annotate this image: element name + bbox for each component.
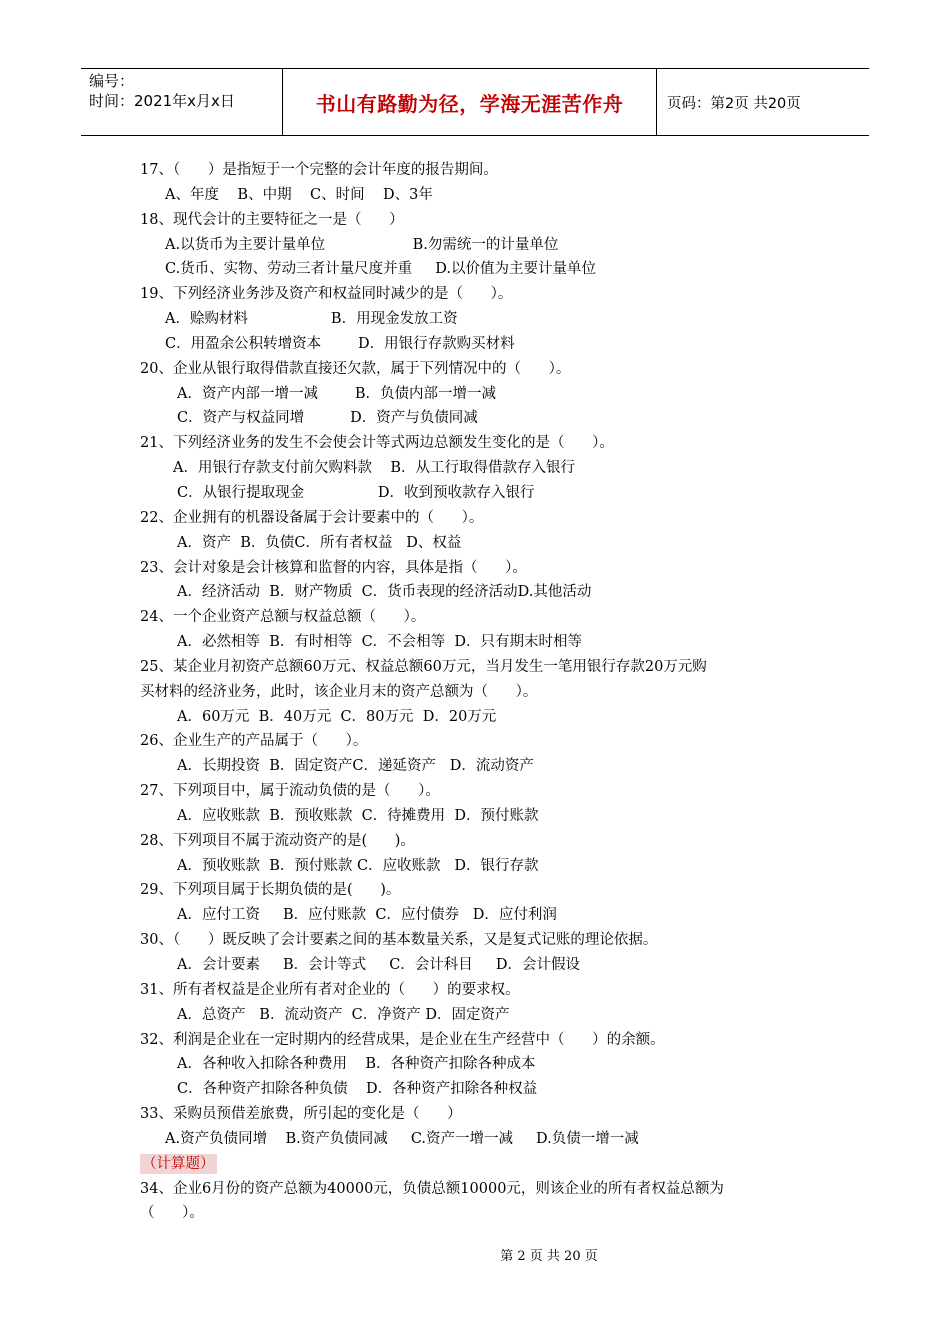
option-line: A．资产内部一增一减 B．负债内部一增一减 [177,385,496,402]
option-line: A．总资产 B．流动资产 C．净资产 D．固定资产 [177,1006,510,1023]
question-line: 22、企业拥有的机器设备属于会计要素中的（ ）。 [140,509,484,526]
question-line: 18、现代会计的主要特征之一是（ ） [140,211,404,228]
option-line: C．各种资产扣除各种负债 D．各种资产扣除各种权益 [177,1081,538,1098]
option-line: A．必然相等 B．有时相等 C．不会相等 D．只有期末时相等 [177,634,582,651]
option-line: A．赊购材料 B．用现金发放工资 [165,311,458,328]
option-line: A．经济活动 B．财产物质 C．货币表现的经济活动D.其他活动 [177,584,592,601]
option-line: A.资产负债同增 B.资产负债同减 C.资产一增一减 D.负债一增一减 [165,1130,639,1147]
question-line: 25、某企业月初资产总额60万元、权益总额60万元，当月发生一笔用银行存款20万元购 [140,658,707,675]
option-line: A．长期投资 B．固定资产C．递延资产 D．流动资产 [177,758,534,775]
question-line: 27、下列项目中，属于流动负债的是（ ）。 [140,783,440,800]
option-line: A、年度 B、中期 C、时间 D、3年 [165,186,433,203]
option-line: A．预收账款 B．预付账款 C．应收账款 D．银行存款 [177,857,539,874]
option-line: C．资产与权益同增 D．资产与负债同减 [177,410,478,427]
question-line: 32、利润是企业在一定时期内的经营成果，是企业在生产经营中（ ）的余额。 [140,1031,665,1048]
header-motto: 书山有路勤为径，学海无涯苦作舟 [283,69,657,135]
page-footer: 第 2 页 共 20 页 [500,1249,598,1264]
question-list [140,158,820,1226]
option-line: A．应付工资 B．应付账款 C．应付债券 D．应付利润 [177,907,557,924]
question-line: 29、下列项目属于长期负债的是( )。 [140,882,401,899]
header-page-label: 页码：第2页 共20页 [667,95,801,112]
question-line: 23、会计对象是会计核算和监督的内容，具体是指（ ）。 [140,559,527,576]
question-line: 19、下列经济业务涉及资产和权益同时减少的是（ ）。 [140,286,513,303]
date-label: 时间：2021年x月x日 [89,92,235,110]
question-line: 21、下列经济业务的发生不会使会计等式两边总额发生变化的是（ ）。 [140,435,614,452]
section-tag: （计算题） [142,1155,215,1172]
code-label: 编号： [89,72,135,90]
header-info [81,69,283,135]
question-line: 34、企业6月份的资产总额为40000元，负债总额10000元，则该企业的所有者权益总额为 [140,1180,724,1197]
question-line: 33、采购员预借差旅费，所引起的变化是（ ） [140,1106,462,1123]
option-line: A．用银行存款支付前欠购料款 B．从工行取得借款存入银行 [173,460,576,477]
option-line: A．各种收入扣除各种费用 B．各种资产扣除各种成本 [177,1056,536,1073]
option-line: A．资产 B．负债C．所有者权益 D、权益 [177,534,462,551]
question-line: 20、企业从银行取得借款直接还欠款，属于下列情况中的（ ）。 [140,360,571,377]
question-line: 26、企业生产的产品属于（ ）。 [140,733,368,750]
option-line: C．从银行提取现金 D．收到预收款存入银行 [177,484,535,501]
question-line: （ ）。 [140,1205,204,1222]
question-line: 28、下列项目不属于流动资产的是( )。 [140,832,415,849]
section-tag-row [140,1152,820,1177]
option-line: A．60万元 B．40万元 C．80万元 D．20万元 [177,708,497,725]
option-line: A．应收账款 B．预收账款 C．待摊费用 D．预付账款 [177,807,539,824]
page-header [81,68,869,136]
question-line: 买材料的经济业务，此时，该企业月末的资产总额为（ ）。 [140,683,538,700]
question-line: 24、一个企业资产总额与权益总额（ ）。 [140,609,426,626]
option-line: A．会计要素 B．会计等式 C．会计科目 D．会计假设 [177,957,580,973]
question-line: 17、（ ）是指短于一个完整的会计年度的报告期间。 [140,162,498,178]
option-line: C.货币、实物、劳动三者计量尺度并重 D.以价值为主要计量单位 [165,261,596,278]
option-line: A.以货币为主要计量单位 B.勿需统一的计量单位 [165,236,559,253]
option-line: C．用盈余公积转增资本 D．用银行存款购买材料 [165,335,515,352]
question-line: 30、（ ）既反映了会计要素之间的基本数量关系，又是复式记账的理论依据。 [140,932,658,949]
question-line: 31、所有者权益是企业所有者对企业的（ ）的要求权。 [140,981,520,998]
